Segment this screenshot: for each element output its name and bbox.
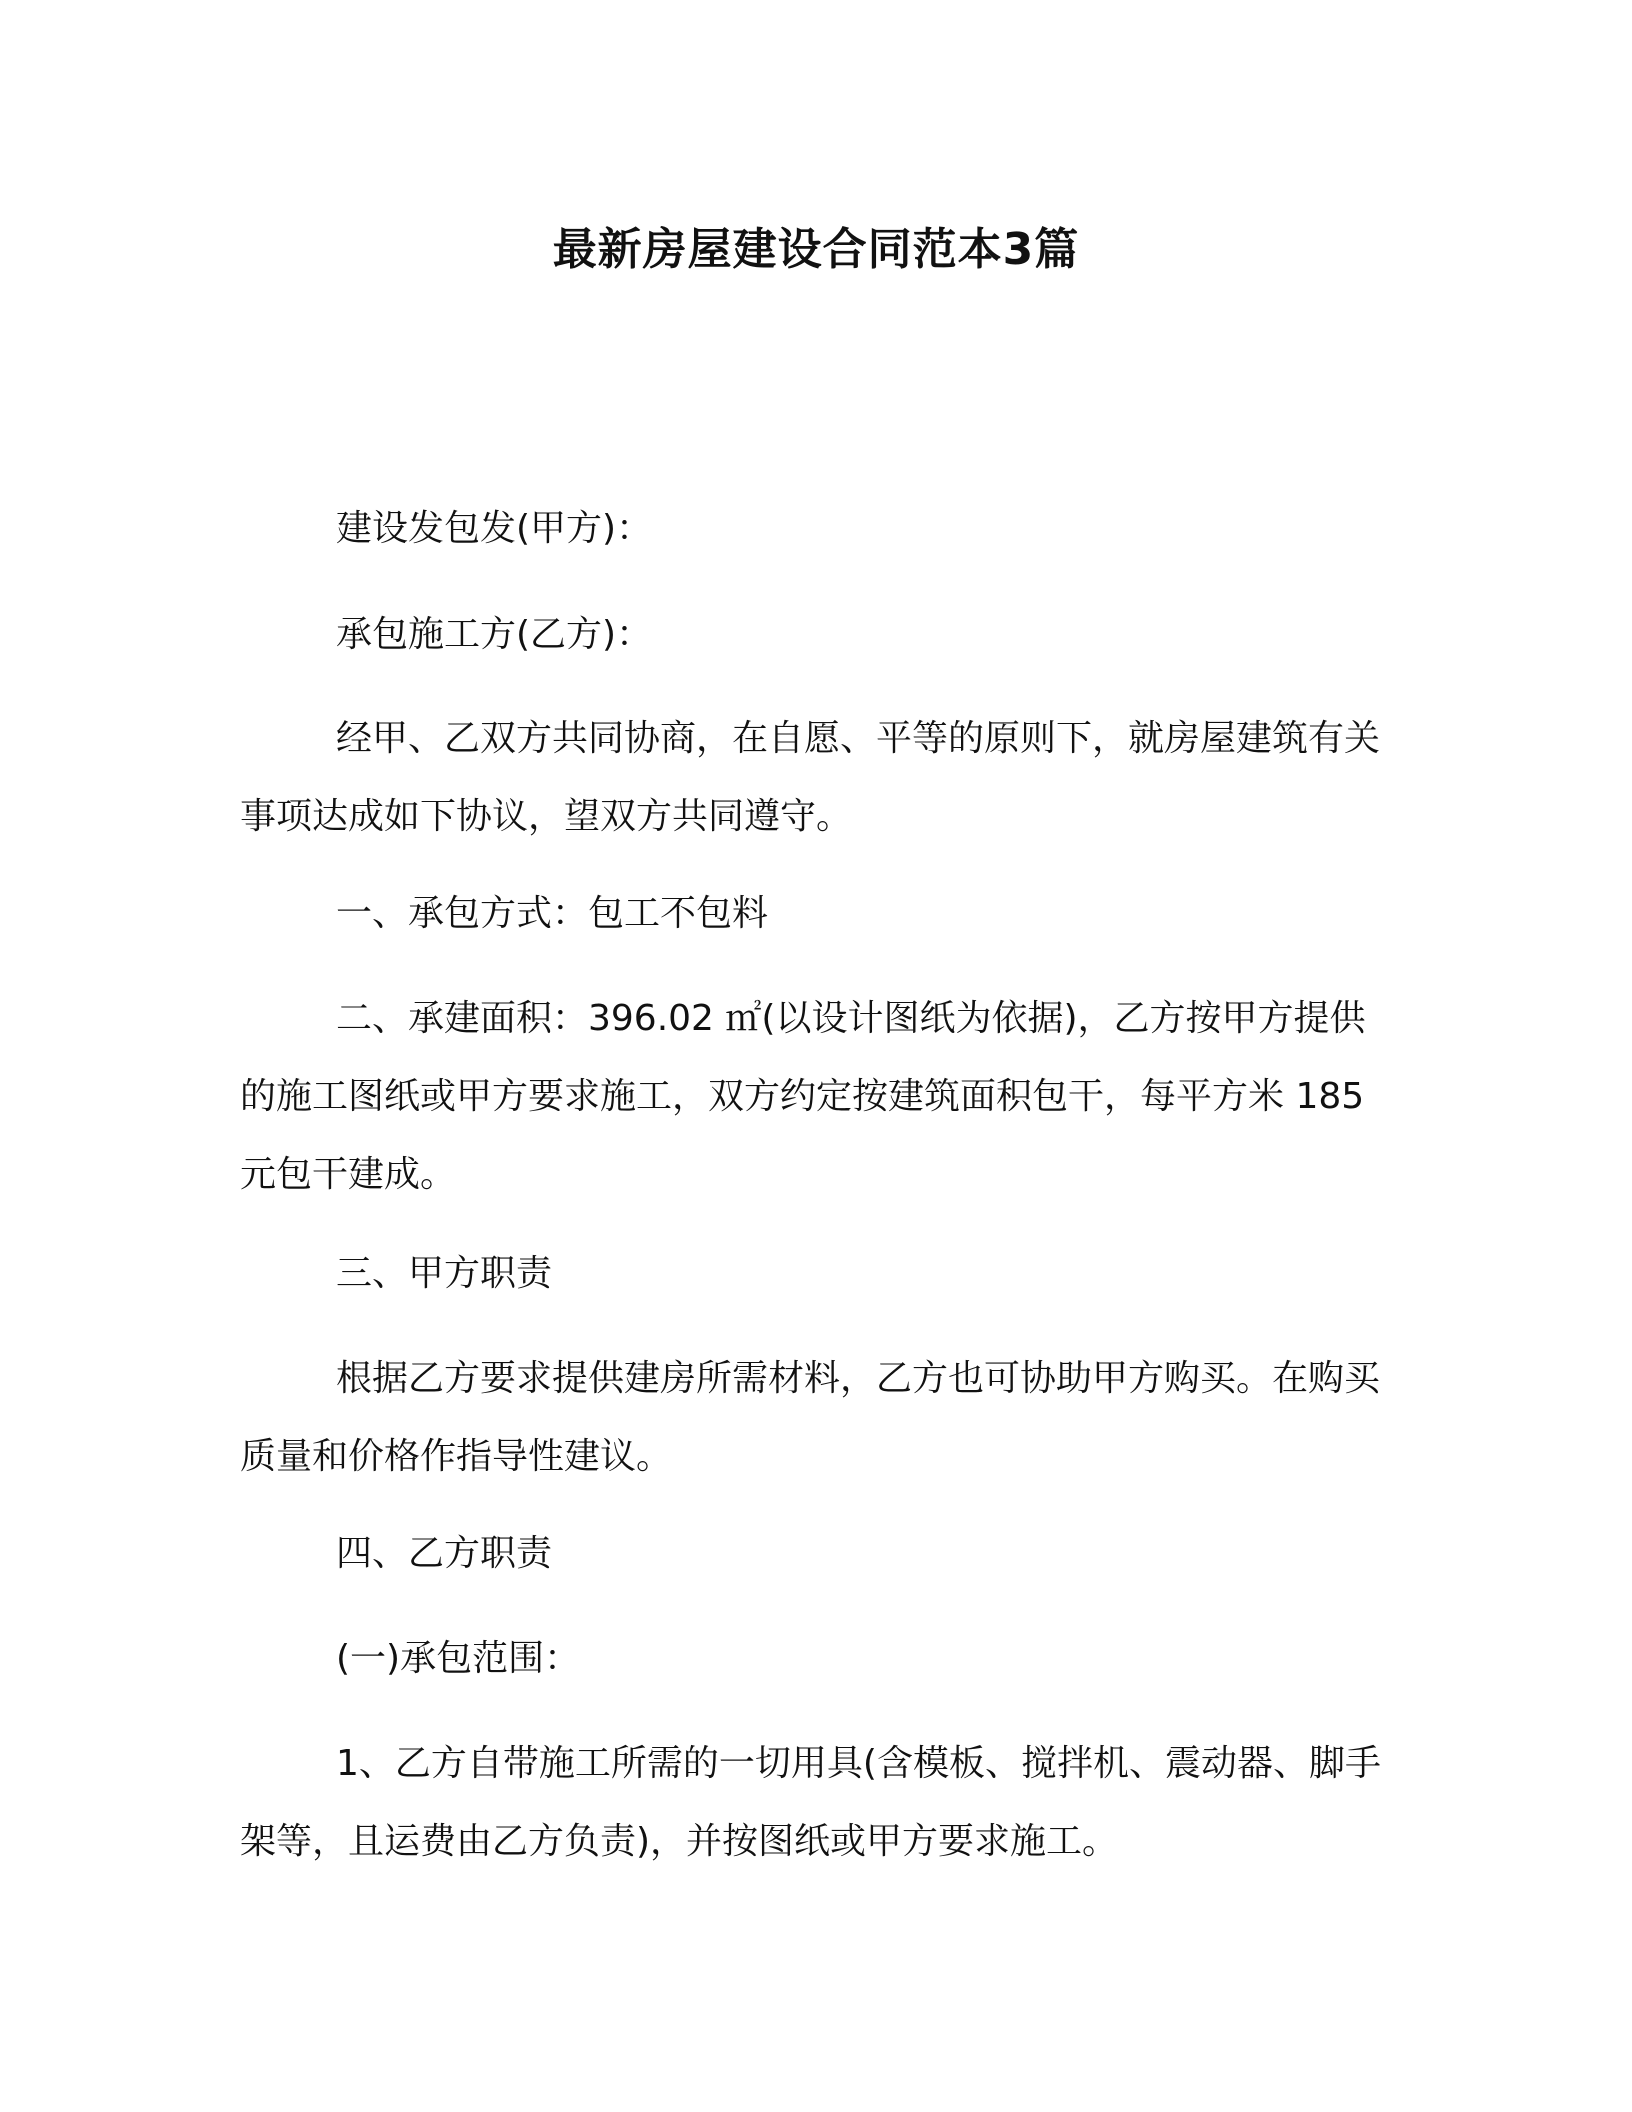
paragraph-construction-area: 二、承建面积：396.02 ㎡(以设计图纸为依据)，乙方按甲方提供的施工图纸或甲方要求施工，双方约定按建筑面积包干，每平方米 185 元包干建成。 <box>240 998 1366 1195</box>
paragraph-contract-method: 一、承包方式：包工不包料 <box>336 893 769 934</box>
document-title: 最新房屋建设合同范本3篇 <box>552 224 1080 275</box>
paragraph-agreement-intro: 经甲、乙双方共同协商，在自愿、平等的原则下，就房屋建筑有关事项达成如下协议，望双方共同遵守。 <box>240 718 1381 837</box>
paragraph-party-b: 承包施工方(乙方)： <box>336 614 653 655</box>
paragraph-scope-item-1: 1、乙方自带施工所需的一切用具(含模板、搅拌机、震动器、脚手架等，且运费由乙方负责)，并按图纸或甲方要求施工。 <box>240 1743 1381 1862</box>
paragraph-scope-heading: (一)承包范围： <box>336 1638 581 1679</box>
paragraph-party-a-duties-heading: 三、甲方职责 <box>336 1253 553 1294</box>
paragraph-party-a: 建设发包发(甲方)： <box>336 508 653 549</box>
paragraph-party-b-duties-heading: 四、乙方职责 <box>336 1533 553 1574</box>
paragraph-party-a-duties: 根据乙方要求提供建房所需材料，乙方也可协助甲方购买。在购买质量和价格作指导性建议。 <box>240 1358 1381 1477</box>
